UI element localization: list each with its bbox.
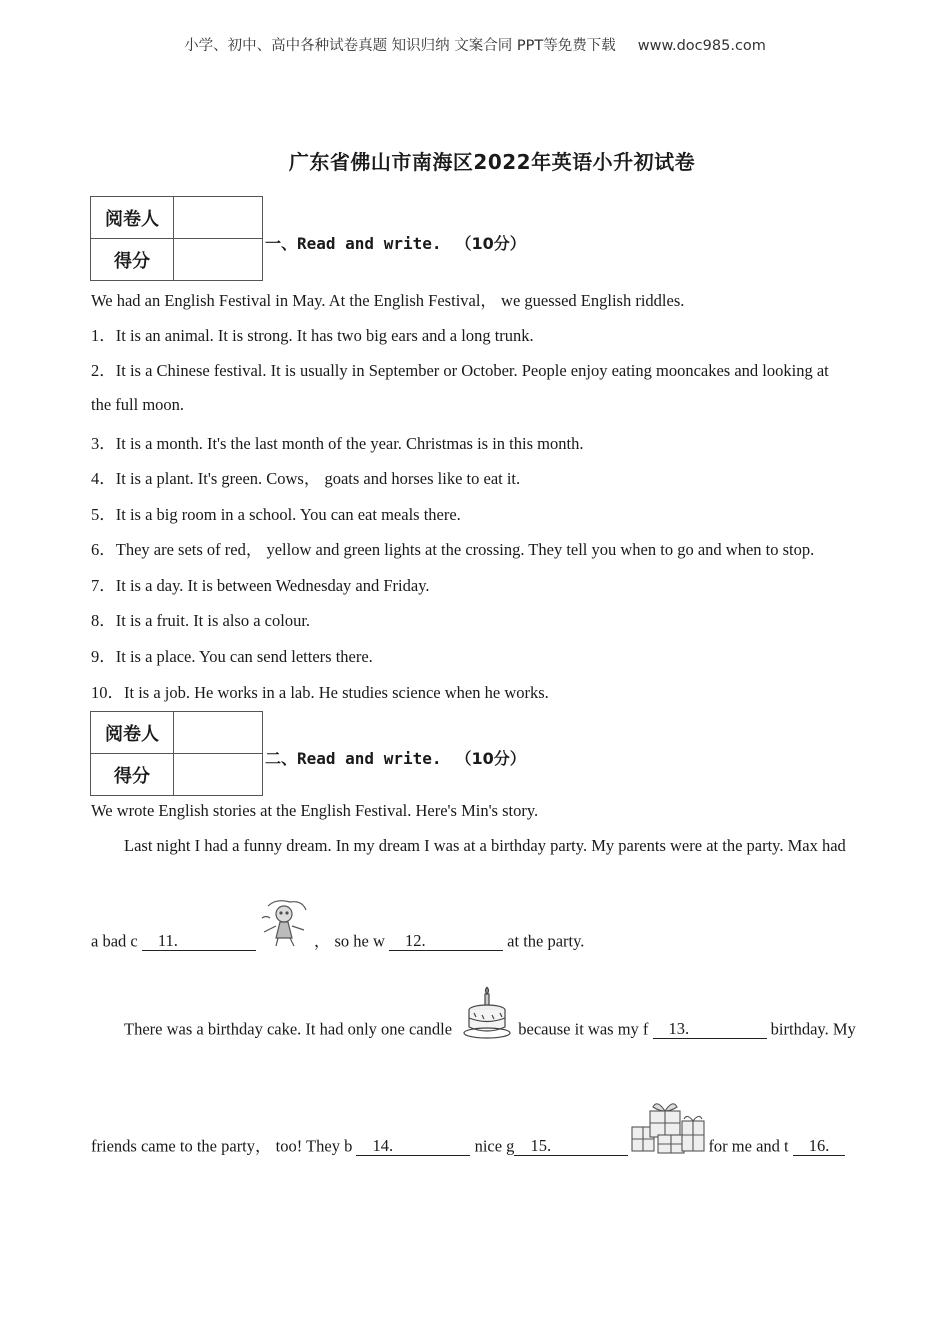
riddle-item: 7．It is a day. It is between Wednesday and Friday. bbox=[91, 576, 430, 595]
answer-blank-13[interactable]: 13. bbox=[653, 1020, 767, 1039]
riddle-item: 3．It is a month. It's the last month of the year. Christmas is in this month. bbox=[91, 434, 584, 453]
section1-intro: We had an English Festival in May. At the English Festival， we guessed English riddles. bbox=[91, 291, 685, 310]
story-line-3: There was a birthday cake. It had only one candle because it was my f 13. birthday. My bbox=[124, 983, 856, 1046]
page-title: 广东省佛山市南海区2022年英语小升初试卷 bbox=[288, 150, 696, 174]
riddle-item: 6．They are sets of red， yellow and green lights at the crossing. They tell you when to go and when to stop. bbox=[91, 540, 815, 559]
grading-box-1 bbox=[90, 196, 263, 281]
answer-blank-11[interactable]: 11. bbox=[142, 932, 256, 951]
score-field[interactable] bbox=[174, 754, 263, 796]
grading-box-2 bbox=[90, 711, 263, 796]
answer-blank-12[interactable]: 12. bbox=[389, 932, 503, 951]
sick-boy-picture bbox=[256, 896, 314, 953]
riddle-item: 10．It is a job. He works in a lab. He studies science when he works. bbox=[91, 683, 549, 702]
gifts-picture bbox=[628, 1093, 708, 1162]
header-text: 小学、初中、高中各种试卷真题 知识归纳 文案合同 PPT等免费下载 bbox=[184, 38, 616, 54]
riddle-item: 9．It is a place. You can send letters there. bbox=[91, 647, 373, 666]
reader-field[interactable] bbox=[174, 197, 263, 239]
score-label: 得分 bbox=[91, 754, 174, 796]
story-line-2: a bad c 11. ， so he w 12. at the party. bbox=[91, 896, 584, 953]
birthday-cake-picture bbox=[462, 983, 512, 1046]
riddle-item: 4．It is a plant. It's green. Cows， goats and horses like to eat it. bbox=[91, 469, 521, 488]
answer-blank-14[interactable]: 14. bbox=[356, 1137, 470, 1156]
reader-label: 阅卷人 bbox=[91, 197, 174, 239]
answer-blank-15[interactable]: 15. bbox=[514, 1137, 628, 1156]
riddle-item: 2．It is a Chinese festival. It is usually in September or October. People enjoy eating mooncakes and looking at bbox=[91, 361, 829, 380]
reader-field[interactable] bbox=[174, 712, 263, 754]
story-paragraph-1: Last night I had a funny dream. In my dream I was at a birthday party. My parents were at the party. Max had bbox=[124, 836, 846, 855]
riddle-item: the full moon. bbox=[91, 395, 185, 414]
section2-intro: We wrote English stories at the English Festival. Here's Min's story. bbox=[91, 801, 539, 820]
score-field[interactable] bbox=[174, 239, 263, 281]
page-header bbox=[0, 34, 950, 55]
story-line-4: friends came to the party， too! They b 14. nice g 15. for me and t 16. bbox=[91, 1093, 845, 1162]
riddle-item: 8．It is a fruit. It is also a colour. bbox=[91, 611, 311, 630]
riddle-item: 1．It is an animal. It is strong. It has two big ears and a long trunk. bbox=[91, 326, 534, 345]
answer-blank-16[interactable]: 16. bbox=[793, 1137, 845, 1156]
section1-heading: 一、Read and write. （10分） bbox=[265, 234, 526, 253]
score-label: 得分 bbox=[91, 239, 174, 281]
section2-heading: 二、Read and write. （10分） bbox=[265, 749, 526, 768]
header-url[interactable]: www.doc985.com bbox=[637, 38, 766, 54]
reader-label: 阅卷人 bbox=[91, 712, 174, 754]
riddle-item: 5．It is a big room in a school. You can eat meals there. bbox=[91, 505, 461, 524]
